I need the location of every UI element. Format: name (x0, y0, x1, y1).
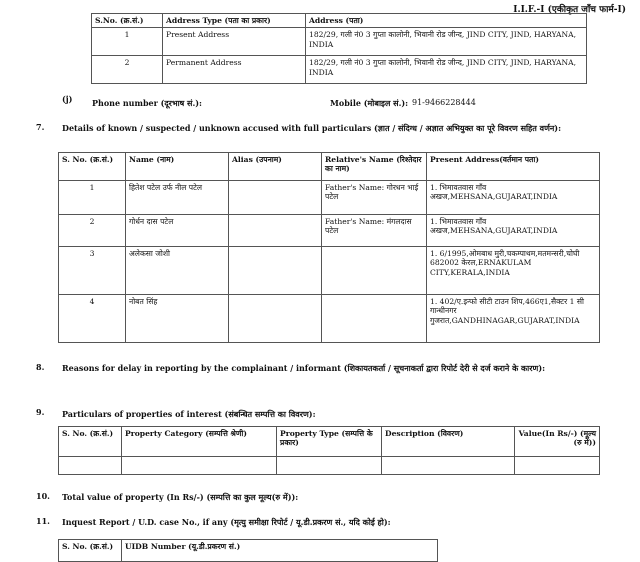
column-header: Property Category (सम्पत्ति श्रेणी) (122, 427, 277, 457)
column-header: S. No. (क्र.सं.) (59, 427, 122, 457)
form-header: I.I.F.-I (एकीकृत जाँच फार्म-I) (513, 5, 626, 15)
table-header-row (59, 153, 600, 181)
cell-address: 1. 6/1995,ओमबाध मुरी,चकम्पाथम,मतमन्सरी,चोघी 682002 केरल,ERNAKULAM CITY,KERALA,INDIA (427, 247, 600, 295)
cell-sno: 4 (59, 295, 126, 343)
section-number: 9. (36, 407, 45, 417)
table-row (59, 247, 600, 295)
section-title: Details of known / suspected / unknown accused with full particulars (ज्ञात / संदिग्ध / अज्ञात अभियुक्त का पूरे विवरण सहित वर्णन): (62, 123, 562, 133)
section-number: 10. (36, 491, 50, 501)
cell-name: नोबत सिंह (126, 295, 229, 343)
address-table (91, 13, 587, 84)
empty-cell (59, 457, 122, 475)
mobile-label: Mobile (मोबाइल सं.): (330, 98, 409, 108)
column-header: S. No. (क्र.सं.) (59, 540, 122, 562)
cell-relative: Father's Name: मंगलदास पटेल (322, 215, 427, 247)
section-number: 8. (36, 362, 45, 372)
table-row (59, 295, 600, 343)
section-title: Reasons for delay in reporting by the complainant / informant (शिकायतकर्ता / सूचनाकर्ता द्वारा रिपोर्ट देरी से दर्ज कराने के कारण): (62, 363, 546, 373)
column-header: Value(In Rs/-) (मूल्य (रु में)) (515, 427, 600, 457)
column-header: Name (नाम) (126, 153, 229, 181)
phone-marker: (j) (62, 94, 73, 104)
empty-cell (515, 457, 600, 475)
cell-address: 1. भिमावतवास गाँव अखज,MEHSANA,GUJARAT,INDIA (427, 181, 600, 215)
table-row (59, 181, 600, 215)
table-header-row (59, 540, 438, 562)
section-number: 7. (36, 122, 45, 132)
table-header-row (92, 14, 587, 28)
section-title: Total value of property (In Rs/-) (सम्पत्ति का कुल मूल्य(रु में)): (62, 492, 299, 502)
property-table (58, 426, 600, 475)
empty-cell (382, 457, 515, 475)
table-row (92, 56, 587, 84)
section-title: Particulars of properties of interest (संबन्धित सम्पत्ति का विवरण): (62, 409, 316, 419)
cell-address: 1. भिमावतवास गाँव अखज,MEHSANA,GUJARAT,INDIA (427, 215, 600, 247)
column-header: Property Type (सम्पत्ति के प्रकार) (277, 427, 382, 457)
cell-alias (229, 215, 322, 247)
cell-name: गोर्धन दास पटेल (126, 215, 229, 247)
column-header: S.No. (क्र.सं.) (92, 14, 163, 28)
table-header-row (59, 427, 600, 457)
cell-address-type: Present Address (163, 28, 306, 56)
cell-address-type: Permanent Address (163, 56, 306, 84)
cell-sno: 1 (59, 181, 126, 215)
inquest-table (58, 539, 438, 562)
column-header: Address Type (पता का प्रकार) (163, 14, 306, 28)
column-header: Description (विवरण) (382, 427, 515, 457)
cell-alias (229, 247, 322, 295)
section-number: 11. (36, 516, 50, 526)
column-header: Address (पता) (306, 14, 587, 28)
phone-label: Phone number (दूरभाष सं.): (92, 98, 202, 108)
accused-table (58, 152, 600, 343)
empty-cell (122, 457, 277, 475)
table-row (59, 457, 600, 475)
cell-sno: 2 (59, 215, 126, 247)
mobile-value: 91-9466228444 (412, 98, 476, 107)
table-row (92, 28, 587, 56)
cell-relative (322, 247, 427, 295)
cell-alias (229, 295, 322, 343)
column-header: Relative's Name (रिश्तेदार का नाम) (322, 153, 427, 181)
column-header: UIDB Number (यू.डी.प्रकरण सं.) (122, 540, 438, 562)
cell-address: 182/29, गली नं0 3 गुप्ता कालोनी, भिवानी रोड जीन्द, JIND CITY, JIND, HARYANA, INDIA (306, 28, 587, 56)
cell-relative (322, 295, 427, 343)
table-row (59, 215, 600, 247)
cell-address: 182/29, गली नं0 3 गुप्ता कालोनी, भिवानी रोड जीन्द, JIND CITY, JIND, HARYANA, INDIA (306, 56, 587, 84)
section-title: Inquest Report / U.D. case No., if any (मृत्यु समीक्षा रिपोर्ट / यू.डी.प्रकरण सं., यदि कोई हो): (62, 517, 391, 527)
cell-name: अलेकसा जोशी (126, 247, 229, 295)
column-header: Alias (उपनाम) (229, 153, 322, 181)
column-header: S. No. (क्र.सं.) (59, 153, 126, 181)
column-header: Present Address(वर्तमान पता) (427, 153, 600, 181)
cell-sno: 3 (59, 247, 126, 295)
cell-address: 1. 402/ए.इन्फो सीटी टाउन शिप,466ए1,सैक्टर 1 सी गान्धीनगर गुजरात,GANDHINAGAR,GUJARAT,INDIA (427, 295, 600, 343)
cell-relative: Father's Name: गोरधन भाई पटेल (322, 181, 427, 215)
cell-alias (229, 181, 322, 215)
cell-sno: 2 (92, 56, 163, 84)
cell-name: हितेश पटेल उर्फ नील पटेल (126, 181, 229, 215)
cell-sno: 1 (92, 28, 163, 56)
empty-cell (277, 457, 382, 475)
